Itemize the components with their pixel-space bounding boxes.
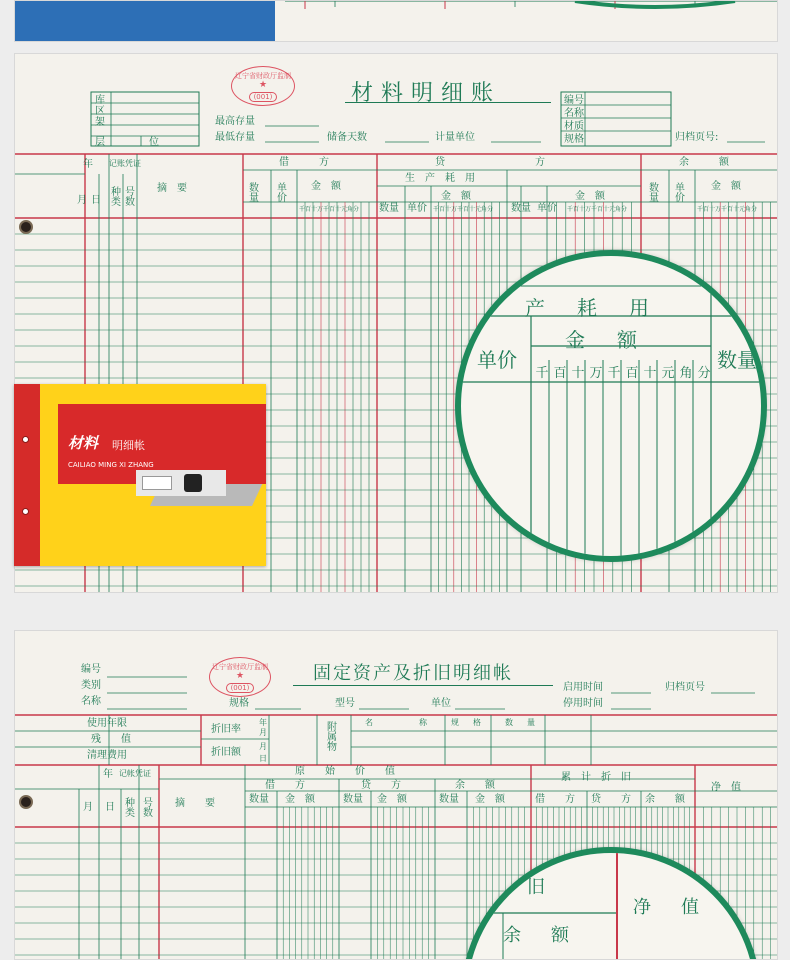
- right-label-spec: 规格: [564, 134, 584, 145]
- ymd-month-2: 月: [259, 742, 267, 751]
- magnifier-zoom-detail: [455, 250, 767, 562]
- mag-production: 产 耗 用: [525, 296, 655, 320]
- row-cleanup: 清理费用: [87, 750, 127, 761]
- unit-label: 计量单位: [435, 132, 475, 143]
- ledger2-title: 固定资产及折旧明细帐: [313, 663, 513, 684]
- mag-digit-7: 元: [661, 366, 675, 381]
- attach-col-name1: 名: [365, 718, 373, 727]
- col2-debit-amount: 金 额: [285, 794, 315, 805]
- archive-page-label: 归档页号:: [675, 132, 719, 143]
- field-archive: 归档页号: [665, 682, 705, 693]
- col2-balance-amount: 金 额: [475, 794, 505, 805]
- col-debit: 借 方: [279, 157, 329, 168]
- col-credit: 贷 方: [435, 157, 545, 168]
- field-start-date: 启用时间: [563, 682, 603, 693]
- mag-digit-8: 角: [679, 366, 693, 381]
- mag-digit-row: [533, 362, 713, 381]
- col-balance-qty: 数量: [649, 183, 659, 204]
- col2-month: 月: [83, 802, 93, 813]
- ledger-title: 材料明细账: [351, 81, 502, 106]
- right-label-name: 名称: [564, 108, 584, 119]
- min-stock-label: 最低存量: [215, 132, 255, 143]
- max-stock-label: 最高存量: [215, 116, 255, 127]
- col-credit-qty: 数量: [379, 203, 399, 214]
- box-label-ceng: 层: [95, 137, 105, 148]
- box-label-wei: 位: [149, 137, 159, 148]
- col2-summary: 摘 要: [175, 798, 215, 809]
- ledger-book-cover: [14, 384, 266, 566]
- col2-voucher: 记帐凭证: [119, 769, 151, 778]
- attach-col-qty1: 数: [505, 718, 513, 727]
- field-spec: 规格: [229, 698, 249, 709]
- fixed-asset-ledger-sheet: [14, 630, 778, 960]
- col-summary: 摘 要: [157, 183, 187, 194]
- col2-original: 原 始 价 值: [295, 766, 395, 777]
- col-balance-price: 单价: [675, 183, 685, 204]
- mag-digit-5: 百: [625, 366, 639, 381]
- col2-year: 年: [103, 769, 113, 780]
- mag2-old: 旧: [527, 877, 545, 898]
- finance-seal-2: 辽宁省财政厅监制 ★ (001): [209, 657, 271, 697]
- box-label-qu: 区: [95, 106, 105, 117]
- col-credit-amount: 金 额: [441, 191, 471, 202]
- col-credit2-qty: 数量: [511, 203, 531, 214]
- mag-digit-3: 万: [589, 366, 603, 381]
- col2-balance-qty: 数量: [439, 794, 459, 805]
- col-day: 日: [91, 195, 101, 206]
- punch-hole-2: [19, 795, 33, 809]
- field-stop-date: 停用时间: [563, 698, 603, 709]
- col2-credit-amount: 金 额: [377, 794, 407, 805]
- col-debit-price: 单价: [277, 183, 287, 204]
- digits-credit2: 千百十万千百十元角分: [567, 206, 628, 213]
- col-debit-amount: 金 额: [311, 181, 341, 192]
- col-kind: 种类: [111, 187, 121, 208]
- col2-acc-credit: 贷 方: [591, 794, 631, 805]
- digits-credit: 千百十万千百十元角分: [433, 206, 494, 213]
- col2-accum: 累 计 折 旧: [561, 772, 631, 783]
- cover-title-cn2: 明细帐: [112, 439, 145, 452]
- right-label-material: 材质: [564, 121, 584, 132]
- reserve-days-label: 储备天数: [327, 132, 367, 143]
- finance-seal: 辽宁省财政厅监制 ★ (001): [231, 66, 295, 106]
- right-label-code: 编号: [564, 95, 584, 106]
- mag-digit-0: 千: [535, 366, 549, 381]
- col-number: 号数: [125, 187, 135, 208]
- mag2-balance: 余 额: [503, 925, 575, 946]
- mag-digit-1: 百: [553, 366, 567, 381]
- mag-digit-6: 十: [643, 366, 657, 381]
- col2-number: 号数: [143, 798, 153, 819]
- cover-title-cn: 材料: [68, 434, 99, 452]
- box-label-ku: 库: [95, 95, 105, 106]
- row-salvage: 残 值: [91, 734, 131, 745]
- col2-net: 净 值: [711, 782, 741, 793]
- col-credit2-price: 单价: [537, 203, 557, 214]
- col-month: 月: [77, 195, 87, 206]
- col2-balance: 余 额: [455, 780, 495, 791]
- col2-debit-qty: 数量: [249, 794, 269, 805]
- attach-col-spec2: 格: [473, 718, 481, 727]
- top-strip: [14, 0, 778, 42]
- mag-digit-4: 千: [607, 366, 621, 381]
- col-year: 年: [83, 159, 93, 170]
- col2-kind: 种类: [125, 798, 135, 819]
- col2-credit-qty: 数量: [343, 794, 363, 805]
- col2-day: 日: [105, 802, 115, 813]
- field-model: 型号: [335, 698, 355, 709]
- field-unit: 单位: [431, 698, 451, 709]
- punch-hole: [19, 220, 33, 234]
- top-strip-grid: [15, 1, 778, 42]
- field-category: 类别: [81, 680, 101, 691]
- attachments-label: 附属物: [327, 722, 337, 753]
- row-use-years: 使用年限: [87, 718, 127, 729]
- field-name: 名称: [81, 696, 101, 707]
- mag-digit-9: 分: [697, 366, 711, 381]
- magnifier2-zoom-detail: [461, 847, 761, 960]
- col-balance-amount: 金 额: [711, 181, 741, 192]
- col-voucher: 记账凭证: [109, 159, 141, 168]
- ymd-month-1: 月: [259, 728, 267, 737]
- cover-title-en: CAILIAO MING XI ZHANG: [68, 461, 154, 469]
- box-label-jia: 架: [95, 117, 105, 128]
- attach-col-spec1: 规: [451, 718, 459, 727]
- attach-col-qty2: 量: [527, 718, 535, 727]
- mag-amount: 金 额: [565, 328, 643, 352]
- mag2-net: 净 值: [633, 897, 705, 918]
- col-credit-price: 单价: [407, 203, 427, 214]
- col2-debit: 借 方: [265, 780, 305, 791]
- mag-digit-2: 十: [571, 366, 585, 381]
- digits-debit: 千百十万千百十元角分: [299, 206, 360, 213]
- col2-acc-debit: 借 方: [535, 794, 575, 805]
- col-credit2-amount: 金 额: [575, 191, 605, 202]
- cover-keyboard-image: [136, 470, 226, 496]
- attach-col-name2: 称: [419, 718, 427, 727]
- col-balance: 余 额: [679, 157, 729, 168]
- col-production: 生 产 耗 用: [405, 173, 475, 184]
- col-debit-qty: 数量: [249, 183, 259, 204]
- ymd-day-2: 日: [259, 754, 267, 763]
- ymd-year-1: 年: [259, 718, 267, 727]
- row-dep-rate: 折旧率: [211, 724, 241, 735]
- mag-unit-price: 单价: [477, 348, 517, 372]
- row-dep-amount: 折旧额: [211, 747, 241, 758]
- col2-acc-balance: 余 额: [645, 794, 685, 805]
- field-code: 编号: [81, 664, 101, 675]
- col2-credit: 贷 方: [361, 780, 401, 791]
- mag-quantity: 数量: [717, 348, 757, 372]
- digits-balance: 千百十万千百十元角分: [697, 206, 758, 213]
